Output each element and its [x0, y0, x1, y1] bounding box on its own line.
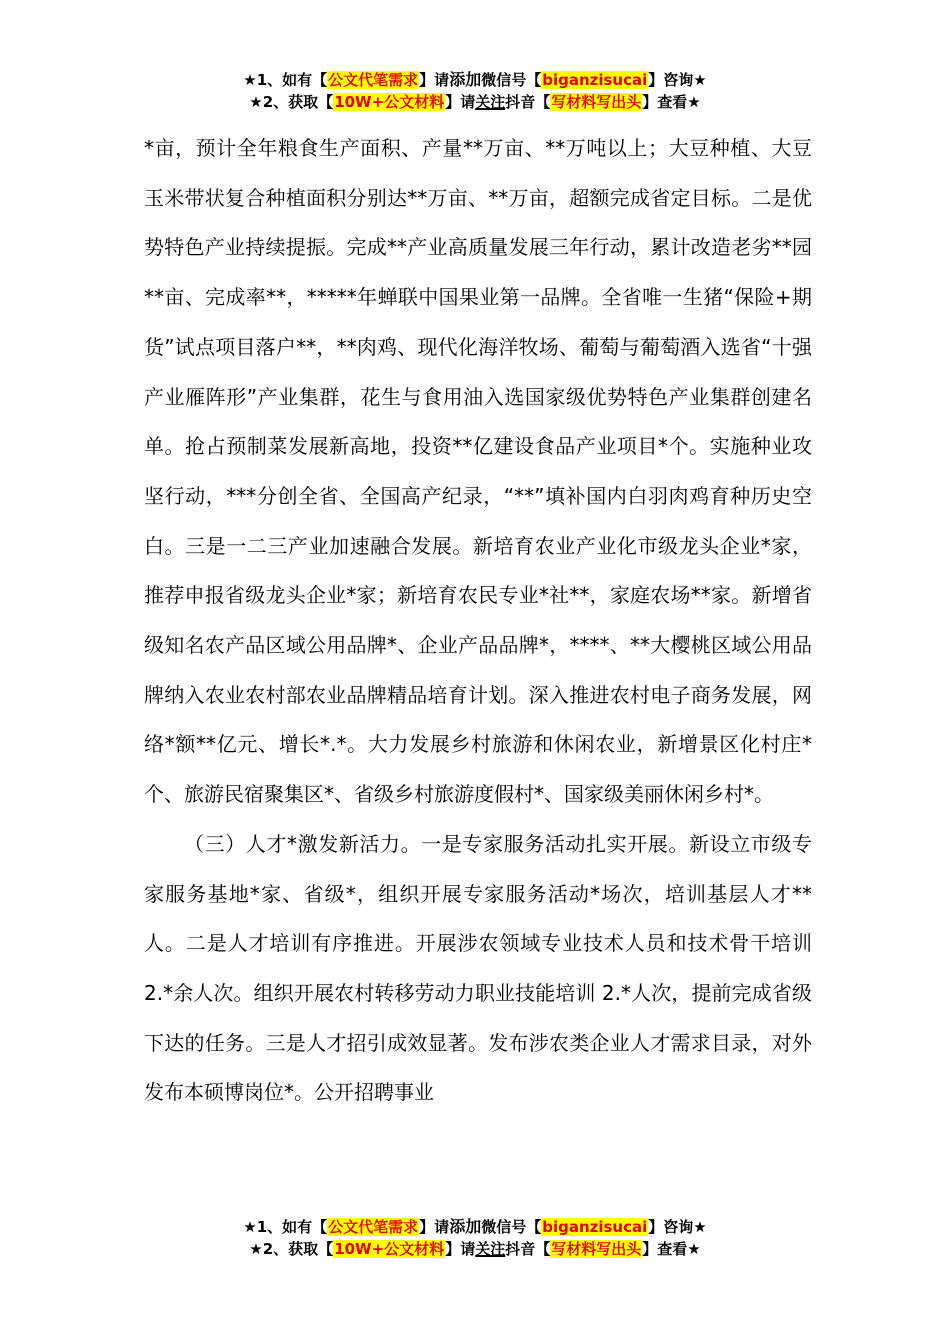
- highlight-service-need: 公文代笔需求: [328, 71, 419, 89]
- document-body: [144, 124, 812, 1118]
- highlight-wechat-id: biganzisucai: [542, 1218, 648, 1236]
- highlight-douyin-account: 写材料写出头: [551, 93, 642, 111]
- header-banner: [0, 69, 950, 113]
- highlight-materials: 10W+公文材料: [334, 93, 445, 111]
- footer-banner: [0, 1216, 950, 1260]
- banner-line-2: ★2、获取【10W+公文材料】请关注抖音【写材料写出头】查看★: [249, 1240, 701, 1258]
- paragraph-talent: （三）人才*激发新活力。一是专家服务活动扎实开展。新设立市级专家服务基地*家、省级*，组织开展专家服务活动*场次，培训基层人才**人。二是人才培训有序推进。开展涉农领域专业技术人员和技术骨干培训 2.*余人次。组织开展农村转移劳动力职业技能培训 2.*人次，提前完成省级下达的任务。三是人才招引成效显著。发布涉农类企业人才需求目录，对外发布本硕博岗位*。公开招聘事业: [144, 831, 812, 1105]
- highlight-douyin-account: 写材料写出头: [551, 1240, 642, 1258]
- highlight-service-need: 公文代笔需求: [328, 1218, 419, 1236]
- highlight-materials: 10W+公文材料: [334, 1240, 445, 1258]
- banner-line-2: ★2、获取【10W+公文材料】请关注抖音【写材料写出头】查看★: [249, 93, 701, 111]
- banner-line-1: ★1、如有【公文代笔需求】请添加微信号【biganzisucai】咨询★: [243, 1217, 707, 1236]
- highlight-wechat-id: biganzisucai: [542, 71, 648, 89]
- paragraph-industry: *亩，预计全年粮食生产面积、产量**万亩、**万吨以上；大豆种植、大豆玉米带状复合种植面积分别达**万亩、**万亩，超额完成省定目标。二是优势特色产业持续提振。完成**产业高质量发展三年行动，累计改造老劣**园**亩、完成率**，*****年蝉联中国果业第一品牌。全省唯一生猪“保险+期货”试点项目落户**，**肉鸡、现代化海洋牧场、葡萄与葡萄酒入选省“十强产业雁阵形”产业集群，花生与食用油入选国家级优势特色产业集群创建名单。抢占预制菜发展新高地，投资**亿建设食品产业项目*个。实施种业攻坚行动，***分创全省、全国高产纪录，“**”填补国内白羽肉鸡育种历史空白。三是一二三产业加速融合发展。新培育农业产业化市级龙头企业*家，推荐申报省级龙头企业*家；新培育农民专业*社**，家庭农场**家。新增省级知名农产品区域公用品牌*、企业产品品牌*，****、**大樱桃区域公用品牌纳入农业农村部农业品牌精品培育计划。深入推进农村电子商务发展，网络*额**亿元、增长*.*。大力发展乡村旅游和休闲农业，新增景区化村庄*个、旅游民宿聚集区*、省级乡村旅游度假村*、国家级美丽休闲乡村*。: [144, 136, 812, 807]
- banner-line-1: ★1、如有【公文代笔需求】请添加微信号【biganzisucai】咨询★: [243, 70, 707, 89]
